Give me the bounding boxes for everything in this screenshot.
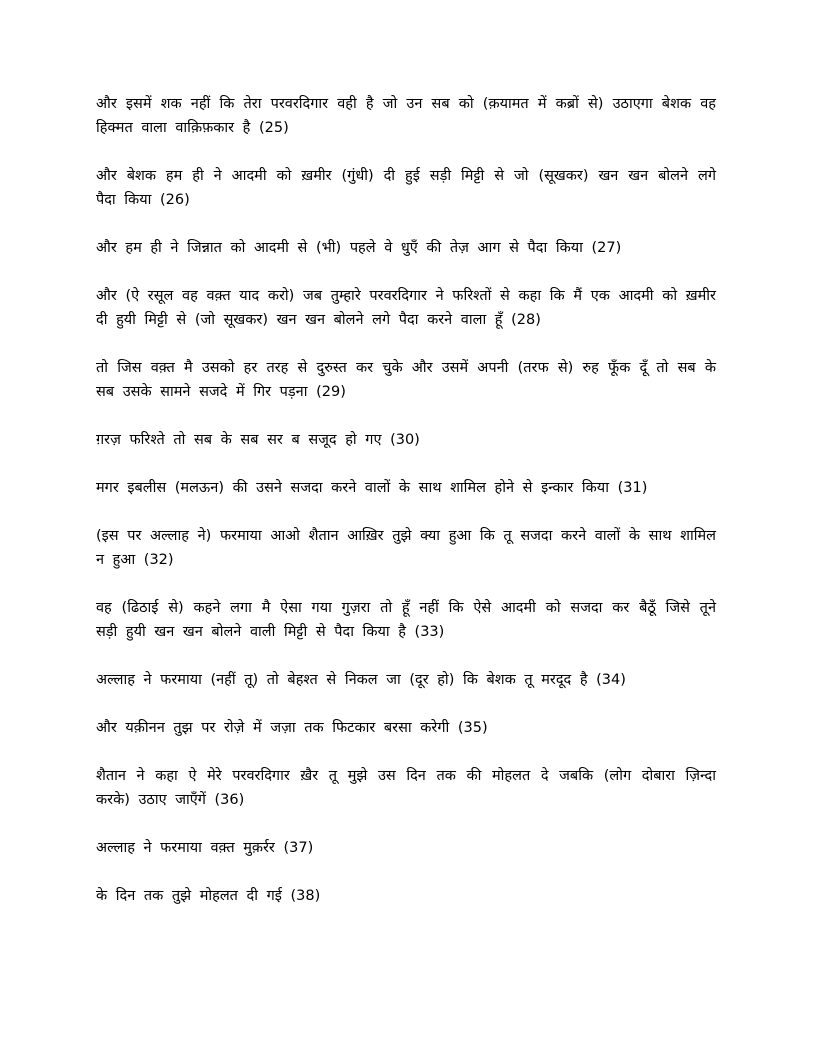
verse-33: वह (ढिठाई से) कहने लगा मै ऐसा गया गुज़रा तो हूँ नहीं कि ऐसे आदमी को सजदा कर बैठूँ जिसे तूने सड़ी हुयी खन खन बोलने वाली मिट्टी से पैदा किया है (33) (96, 600, 716, 640)
document-page (96, 92, 716, 932)
verse-31: मगर इबलीस (मलऊन) की उसने सजदा करने वालों के साथ शामिल होने से इन्कार किया (31) (96, 480, 648, 496)
verse-38: के दिन तक तुझे मोहलत दी गई (38) (96, 888, 321, 904)
verse-30: ग़रज़ फरिश्ते तो सब के सब सर ब सजूद हो गए (30) (96, 432, 420, 448)
verse-26: और बेशक हम ही ने आदमी को ख़मीर (गुंधी) दी हुई सड़ी मिट्टी से जो (सूखकर) खन खन बोलने लगे पैदा किया (26) (96, 168, 716, 208)
verse-35: और यक़ीनन तुझ पर रोज़े में जज़ा तक फिटकार बरसा करेगी (35) (96, 720, 488, 736)
verse-34: अल्लाह ने फरमाया (नहीं तू) तो बेहश्त से निकल जा (दूर हो) कि बेशक तू मरदूद है (34) (96, 672, 626, 688)
verse-25: और इसमें शक नहीं कि तेरा परवरदिगार वही है जो उन सब को (क़यामत में कब्रों से) उठाएगा बेशक वह हिक्मत वाला वाक़िफ़कार है (25) (96, 96, 716, 136)
verse-37: अल्लाह ने फरमाया वक़्त मुक़र्रर (37) (96, 840, 314, 856)
verse-32: (इस पर अल्लाह ने) फरमाया आओ शैतान आख़िर तुझे क्या हुआ कि तू सजदा करने वालों के साथ शामिल न हुआ (32) (96, 528, 716, 568)
verse-29: तो जिस वक़्त मै उसको हर तरह से दुरुस्त कर चुके और उसमें अपनी (तरफ से) रुह फूँक दूँ तो सब के सब उसके सामने सजदे में गिर पड़ना (29) (96, 360, 716, 400)
verse-36: शैतान ने कहा ऐ मेरे परवरदिगार ख़ैर तू मुझे उस दिन तक की मोहलत दे जबकि (लोग दोबारा ज़िन्दा करके) उठाए जाएँगें (36) (96, 768, 716, 808)
verse-27: और हम ही ने जिन्नात को आदमी से (भी) पहले वे धुएँ की तेज़ आग से पैदा किया (27) (96, 240, 622, 256)
verse-28: और (ऐ रसूल वह वक़्त याद करो) जब तुम्हारे परवरदिगार ने फरिश्तों से कहा कि मैं एक आदमी को ख़मीर दी हुयी मिट्टी से (जो सूखकर) खन खन बोलने लगे पैदा करने वाला हूँ (28) (96, 288, 716, 328)
